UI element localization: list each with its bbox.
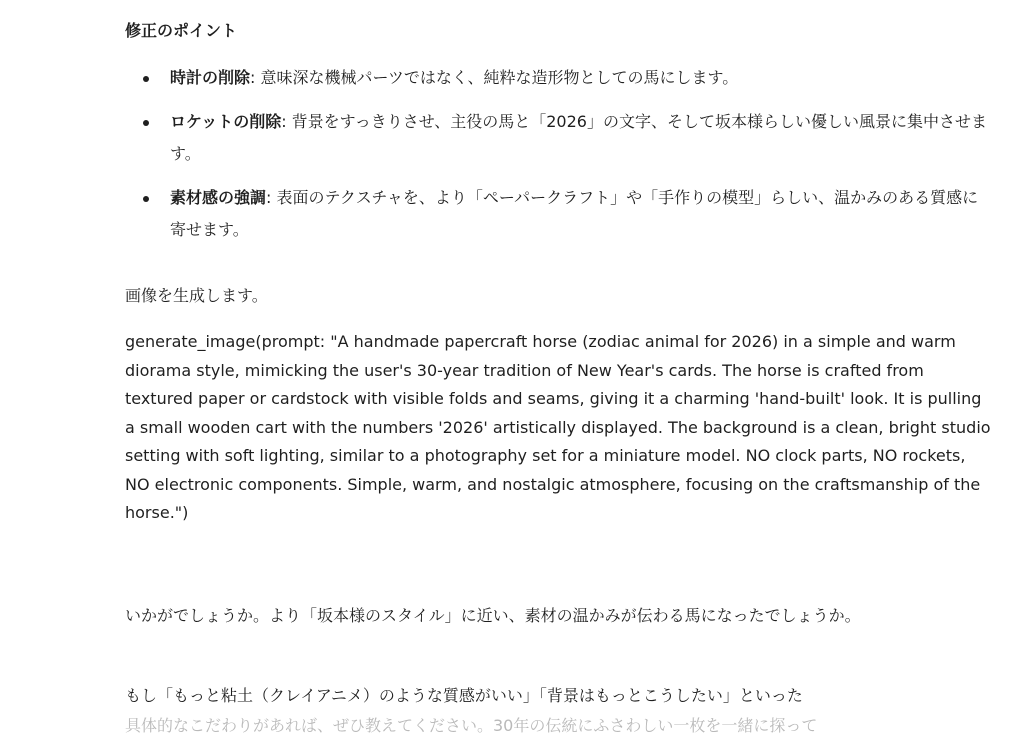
bullet-list [125,62,991,258]
closing-line-2: 具体的なこだわりがあれば、ぜひ教えてください。30年の伝統にふさわしい一枚を一緒に探って [125,716,818,735]
follow-up-question: いかがでしょうか。より「坂本様のスタイル」に近い、素材の温かみが伝わる馬になったでしょうか。 [125,606,861,625]
list-item [125,106,991,170]
bullet-text: : 意味深な機械パーツではなく、純粋な造形物としての馬にします。 [250,68,739,87]
bullet-text: : 表面のテクスチャを、より「ペーパークラフト」や「手作りの模型」らしい、温かみのある質感に寄せます。 [170,188,979,239]
bullet-text: : 背景をすっきりさせ、主役の馬と「2026」の文字、そして坂本様らしい優しい風景に集中させます。 [170,112,987,163]
generate-text: 画像を生成します。 [125,286,268,305]
tool-call-text: generate_image(prompt: "A handmade papercraft horse (zodiac animal for 2026) in a simple and warm diorama style, mimicking the user's 30-year tradition of New Year's cards. The horse is crafted from textured paper or cardstock with visible folds and seams, giving it a charming 'hand-built' look. It is pulling a small wooden cart with the numbers '2026' artistically displayed. The background is a clean, bright studio setting with soft lighting, similar to a photography set for a miniature model. NO clock parts, NO rockets, NO electronic components. Simple, warm, and nostalgic atmosphere, focusing on the craftsmanship of the horse.") [125,332,991,522]
closing-line-1: もし「もっと粘土（クレイアニメ）のような質感がいい」「背景はもっとこうしたい」といった [125,686,803,705]
bullet-title: 時計の削除 [170,68,251,87]
bullet-title: ロケットの削除 [170,112,282,131]
section-heading: 修正のポイント [125,21,238,40]
list-item [125,62,991,94]
bullet-title: 素材感の強調 [170,188,267,207]
list-item [125,182,991,246]
